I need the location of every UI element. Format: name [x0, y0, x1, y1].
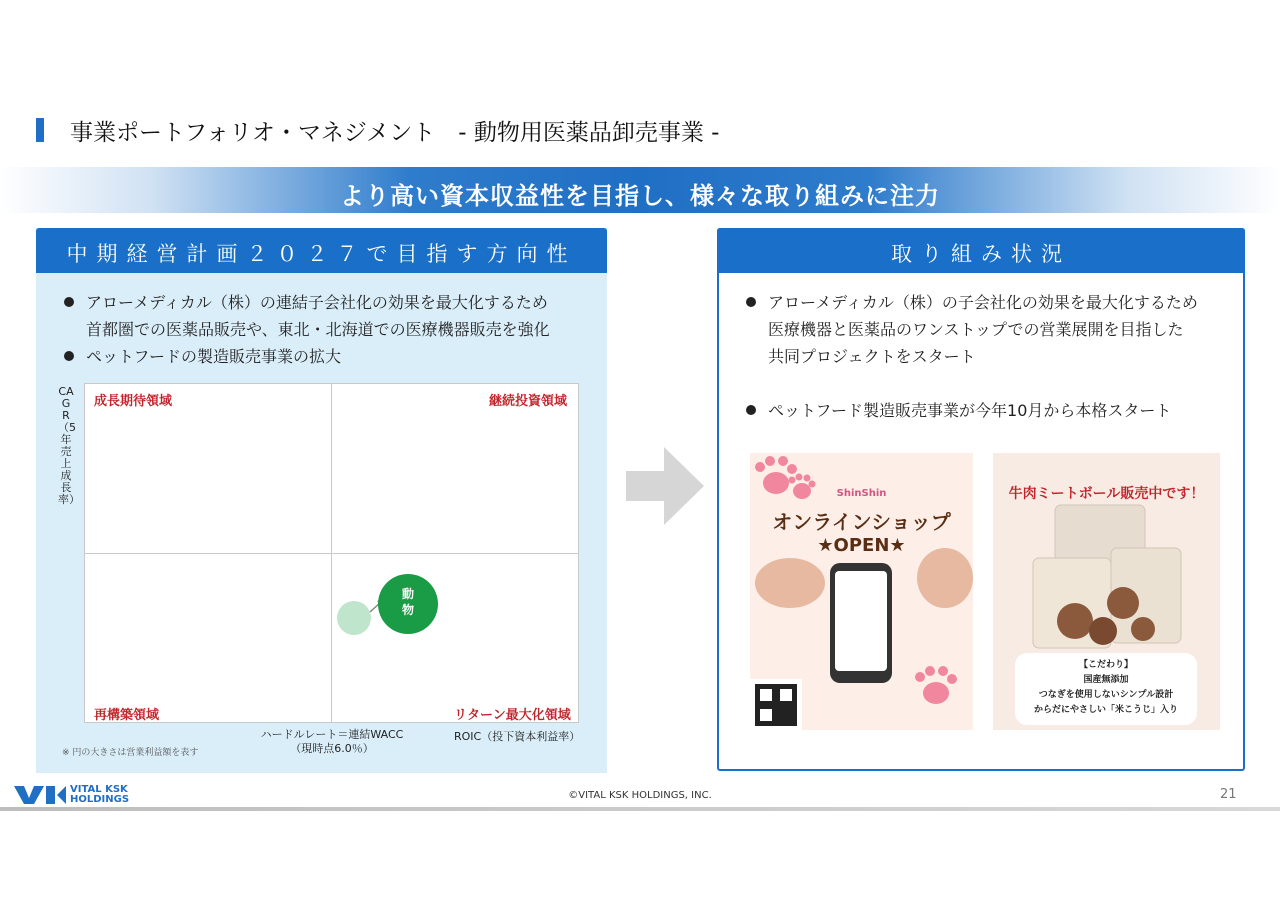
meatball-features: 【こだわり】 国産無添加 つなぎを使用しないシンプル設計 からだにやさしい「米こうじ」入り [1033, 660, 1178, 715]
banner-text: より高い資本収益性を目指し、様々な取り組みに注力 [340, 182, 940, 210]
left-bullet-2: ペットフードの製造販売事業の拡大 [64, 343, 341, 370]
bubble-size-note: ※ 円の大きさは営業利益額を表す [62, 748, 199, 758]
right-panel-title: 取り組み状況 [891, 242, 1071, 266]
right-bullet-2: ペットフード製造販売事業が今年10月から本格スタート [746, 397, 1171, 424]
left-bullet-1-cont: 首都圏での医薬品販売や、東北・北海道での医療機器販売を強化 [86, 320, 550, 339]
quadrant-continued-investment: 継続投資領域 [489, 394, 568, 409]
page-number: 21 [1220, 787, 1237, 802]
bullet-dot-icon [64, 297, 74, 307]
bullet-dot-icon [746, 405, 756, 415]
meatball-promo-image [993, 453, 1220, 730]
shop-headline: オンラインショップ [772, 510, 951, 534]
right-bullet-1: アローメディカル（株）の子会社化の効果を最大化するため [746, 289, 1198, 316]
right-arrow-icon [626, 447, 706, 525]
bullet-dot-icon [746, 297, 756, 307]
hurdle-rate-label: ハードルレート＝連結WACC （現時点6.0％） [260, 728, 404, 755]
previous-position-bubble [337, 601, 371, 635]
page-title: 事業ポートフォリオ・マネジメント - 動物用医薬品卸売事業 - [70, 120, 720, 146]
title-accent-bar [36, 118, 44, 142]
matrix-y-axis-label: CAGR（5年売上成長率） [58, 385, 80, 506]
matrix-x-axis-label: ROIC（投下資本利益率） [454, 730, 581, 743]
copyright-text: ©VITAL KSK HOLDINGS, INC. [568, 790, 712, 801]
right-bullet-1-cont-2: 共同プロジェクトをスタート [768, 347, 976, 366]
brand-name: ShinShin [836, 488, 887, 499]
bullet-dot-icon [64, 351, 74, 361]
quadrant-growth-expectation: 成長期待領域 [94, 394, 173, 409]
left-panel-title: 中期経営計画２０２７で目指す方向性 [66, 242, 577, 266]
shop-open-label: ★OPEN★ [817, 535, 906, 556]
right-bullet-1-cont-1: 医療機器と医薬品のワンストップでの営業展開を目指した [768, 320, 1184, 339]
footer-divider [0, 807, 1280, 811]
meatball-headline: 牛肉ミートボール販売中です！ [1008, 486, 1205, 502]
online-shop-promo-image [750, 453, 973, 730]
matrix-horizontal-divider [84, 553, 579, 554]
quadrant-restructure: 再構築領域 [94, 708, 160, 723]
logo-text: VITAL KSK HOLDINGS [70, 784, 130, 805]
left-bullet-1: アローメディカル（株）の連結子会社化の効果を最大化するため [64, 289, 548, 316]
animal-bubble-label: 動 物 [401, 587, 414, 617]
quadrant-return-maximization: リターン最大化領域 [454, 708, 571, 723]
